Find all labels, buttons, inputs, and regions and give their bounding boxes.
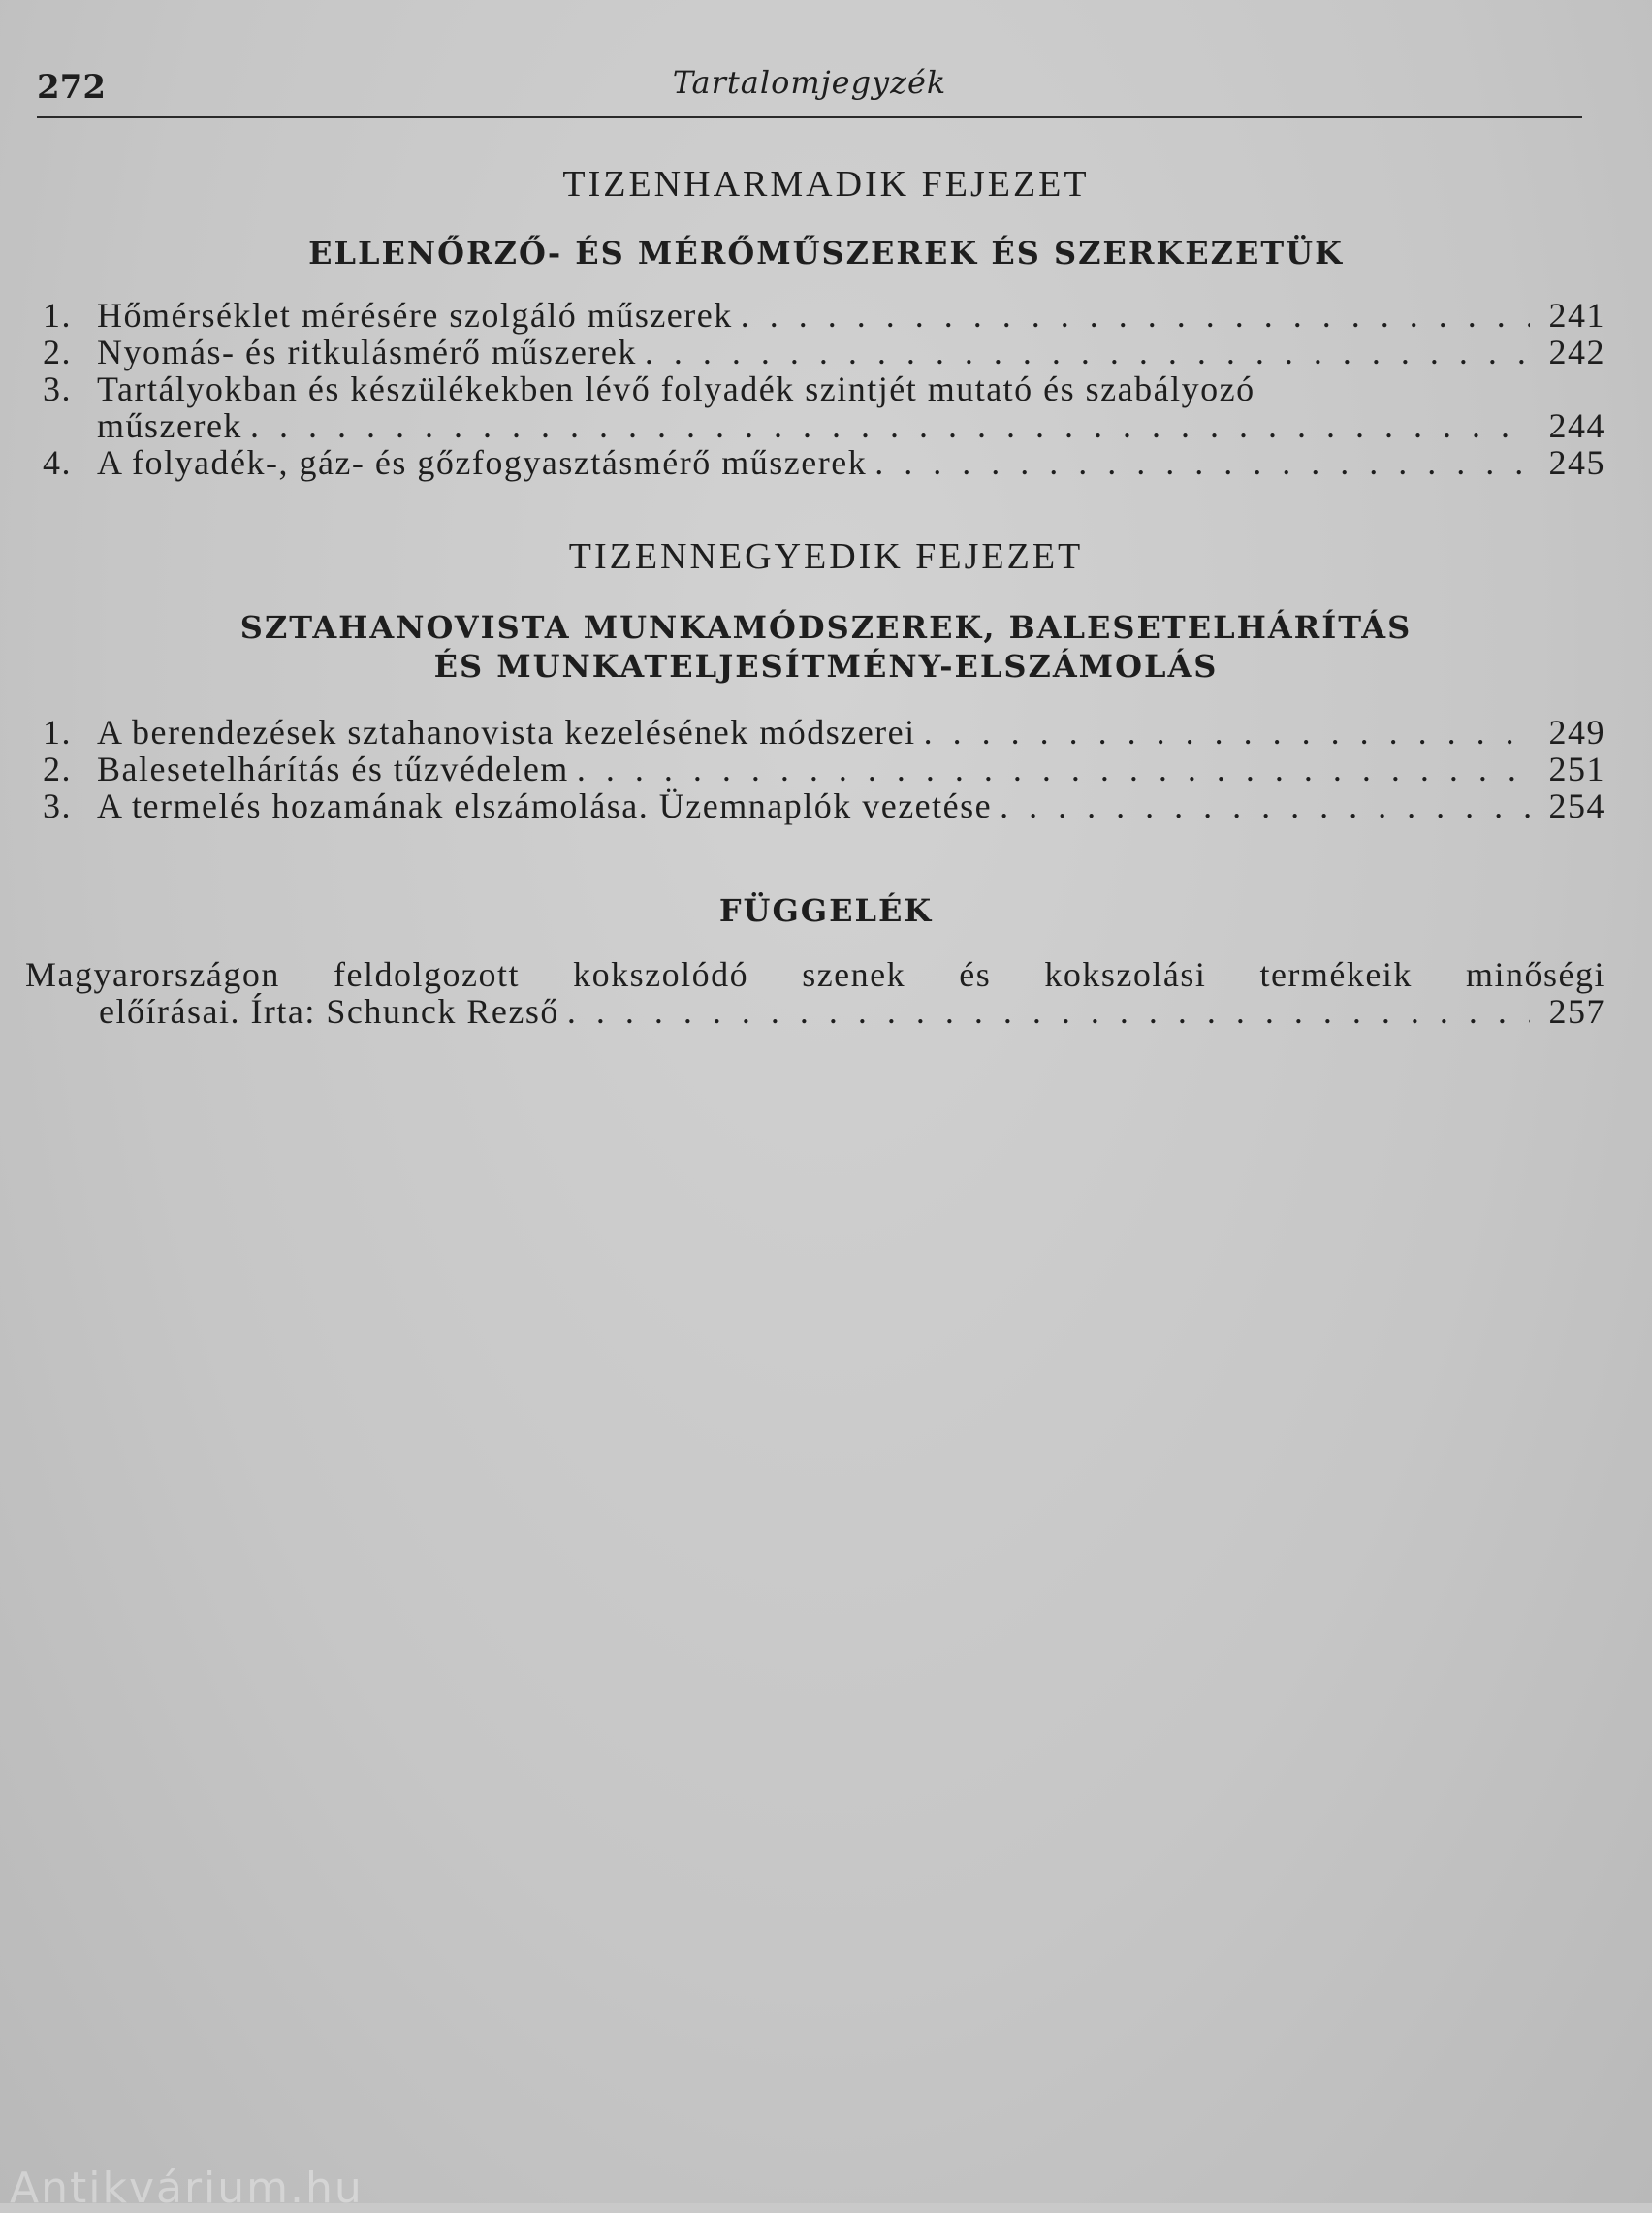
dot-leader	[924, 714, 1530, 751]
entry-title: Balesetelhárítás és tűzvédelem	[97, 750, 569, 788]
entry-number: 4.	[43, 443, 72, 482]
dot-leader	[250, 407, 1530, 444]
toc-entry[interactable]	[43, 751, 1605, 787]
dot-leader	[1000, 787, 1530, 824]
chapter-13-title: ELLENŐRZŐ- ÉS MÉRŐMŰSZEREK ÉS SZERKEZETÜK	[308, 235, 1344, 272]
toc-entry[interactable]	[43, 334, 1605, 370]
entry-page: 251	[1548, 750, 1605, 788]
watermark: Antikvárium.hu	[10, 2164, 364, 2213]
entry-page: 245	[1548, 443, 1605, 482]
dot-leader	[567, 993, 1530, 1030]
appendix-title-line1: Magyarországon feldolgozott kokszolódó szenek és kokszolási termékeik minőségi	[25, 955, 1605, 994]
entry-number: 1.	[43, 713, 72, 752]
chapter-14-heading: TIZENNEGYEDIK FEJEZET	[568, 536, 1084, 577]
toc-entry[interactable]	[43, 714, 1605, 751]
appendix-heading: FÜGGELÉK	[718, 892, 934, 929]
entry-page: 254	[1548, 786, 1605, 825]
entry-title: A berendezések sztahanovista kezelésének módszerei	[97, 713, 916, 752]
entry-title: A folyadék-, gáz- és gőzfogyasztásmérő műszerek	[97, 443, 868, 482]
entry-number: 3.	[43, 786, 72, 825]
dot-leader	[645, 334, 1530, 370]
entry-page: 242	[1548, 333, 1605, 371]
toc-entry[interactable]	[43, 370, 1605, 444]
entry-page: 249	[1548, 713, 1605, 752]
chapter-14-title-line1: SZTAHANOVISTA MUNKAMÓDSZEREK, BALESETELHÁRÍTÁS	[239, 609, 1413, 646]
dot-leader	[874, 444, 1530, 481]
entry-number: 2.	[43, 333, 72, 371]
chapter-13-heading: TIZENHARMADIK FEJEZET	[562, 164, 1090, 205]
toc-entry[interactable]	[43, 787, 1605, 824]
entry-page: 241	[1548, 296, 1605, 335]
page-header	[37, 64, 1582, 118]
toc-entry[interactable]	[43, 297, 1605, 334]
entry-title-line1: Tartályokban és készülékekben lévő folyadék szintjét mutató és szabályozó	[97, 369, 1255, 408]
appendix-entry[interactable]	[25, 956, 1605, 1030]
entry-number: 2.	[43, 750, 72, 788]
entry-page: 244	[1548, 406, 1605, 445]
entry-title: A termelés hozamának elszámolása. Üzemnaplók vezetése	[97, 786, 993, 825]
dot-leader	[577, 751, 1530, 787]
dot-leader	[741, 297, 1530, 334]
chapter-14-title-line2: ÉS MUNKATELJESÍTMÉNY-ELSZÁMOLÁS	[433, 648, 1219, 685]
entry-number: 1.	[43, 296, 72, 335]
page-number: 272	[37, 68, 106, 107]
running-title: Tartalomjegyzék	[672, 64, 947, 101]
entry-number: 3.	[43, 369, 72, 408]
appendix-title-line2: előírásai. Írta: Schunck Rezső	[99, 992, 559, 1031]
appendix-page: 257	[1548, 992, 1605, 1031]
toc-entry[interactable]	[43, 444, 1605, 481]
entry-title: Hőmérséklet mérésére szolgáló műszerek	[97, 296, 733, 335]
entry-title-line2: műszerek	[97, 406, 242, 445]
entry-title: Nyomás- és ritkulásmérő műszerek	[97, 333, 637, 371]
